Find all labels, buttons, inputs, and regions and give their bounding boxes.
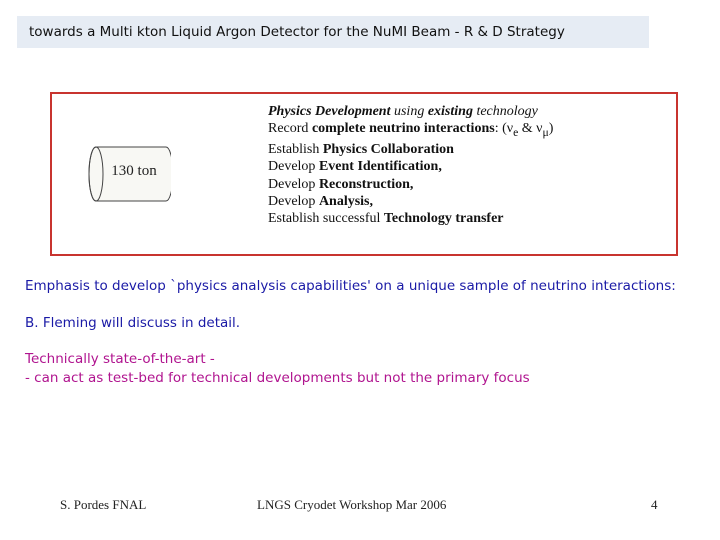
footer-page-number: 4 [651,497,658,512]
footer-author: S. Pordes FNAL [60,497,147,512]
technical-line-1: Technically state-of-the-art - [25,351,215,367]
physics-item: Develop Event Identification, [268,159,442,175]
detector-label: 130 ton [111,163,157,179]
technical-line-2: - can act as test-bed for technical developments but not the primary focus [25,370,530,386]
physics-list [268,103,668,227]
physics-item: Establish successful Technology transfer [268,211,504,227]
footer-event: LNGS Cryodet Workshop Mar 2006 [257,497,447,512]
physics-item: Develop Analysis, [268,193,374,209]
physics-item: Record complete neutrino interactions: ($\nu_e$ & $\nu_\mu$) [268,121,554,139]
physics-item: Establish Physics Collaboration [268,142,454,158]
fleming-note: B. Fleming will discuss in detail. [25,315,241,331]
emphasis-text: Emphasis to develop `physics analysis capabilities' on a unique sample of neutrino interactions: [25,278,676,294]
physics-item: Develop Reconstruction, [268,176,414,192]
physics-item: Physics Development using existing technology [268,104,538,119]
slide-title: towards a Multi kton Liquid Argon Detector for the NuMI Beam - R & D Strategy [17,16,649,48]
